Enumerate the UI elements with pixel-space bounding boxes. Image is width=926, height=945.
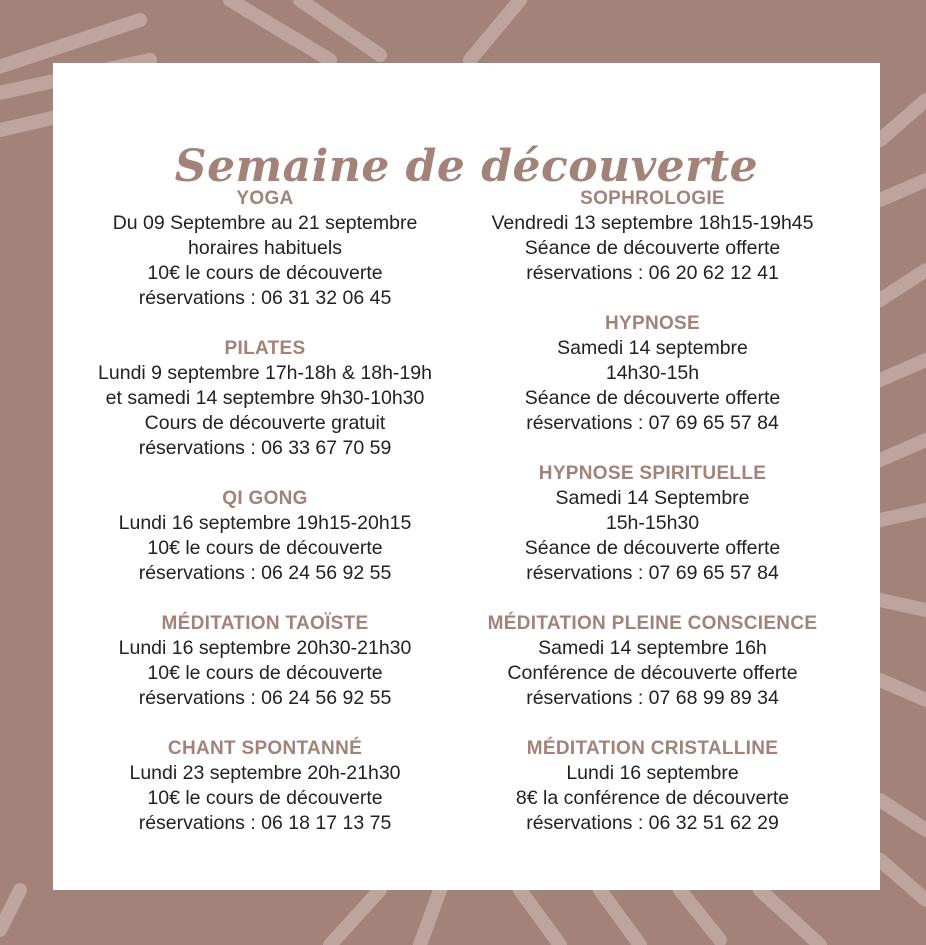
section-title: CHANT SPONTANNÉ [167, 738, 363, 759]
content-card [53, 63, 880, 890]
section-line: réservations : 06 24 56 92 55 [138, 687, 392, 709]
section-line: Lundi 9 septembre 17h-18h & 18h-19h [98, 362, 432, 384]
section-sophrologie [464, 186, 841, 286]
section-hypnose-spirituelle [464, 461, 841, 586]
section-line: Cours de découverte gratuit [144, 412, 386, 434]
section-line: Samedi 14 Septembre [555, 487, 750, 509]
section-line: Séance de découverte offerte [524, 237, 781, 259]
right-column [464, 186, 841, 861]
section-line: Samedi 14 septembre 16h [538, 637, 767, 659]
section-title: HYPNOSE SPIRITUELLE [538, 463, 767, 484]
section-line: réservations : 07 69 65 57 84 [526, 412, 779, 434]
section-line: horaires habituels [188, 237, 342, 259]
section-line: 10€ le cours de découverte [147, 262, 383, 284]
section-line: réservations : 07 68 99 89 34 [526, 687, 779, 709]
section-title: PILATES [224, 338, 306, 359]
section-hypnose [464, 311, 841, 436]
section-line: 10€ le cours de découverte [147, 537, 383, 559]
section-qi-gong [75, 486, 455, 586]
section-line: Conférence de découverte offerte [507, 662, 798, 684]
section-yoga [75, 186, 455, 311]
page-title: Semaine de découverte [174, 141, 759, 192]
section-title: HYPNOSE [604, 313, 700, 334]
section-line: 10€ le cours de découverte [147, 787, 383, 809]
section-line: et samedi 14 septembre 9h30-10h30 [105, 387, 425, 409]
section-line: Du 09 Septembre au 21 septembre [112, 212, 418, 234]
section-line: Lundi 23 septembre 20h-21h30 [129, 762, 401, 784]
section-line: 8€ la conférence de découverte [515, 787, 790, 809]
section-meditation-cristalline [464, 736, 841, 836]
section-pilates [75, 336, 455, 461]
section-title: MÉDITATION CRISTALLINE [526, 738, 779, 759]
section-line: réservations : 06 33 67 70 59 [138, 437, 392, 459]
section-line: Séance de découverte offerte [524, 387, 781, 409]
section-line: 14h30-15h [605, 362, 700, 384]
section-line: Lundi 16 septembre 20h30-21h30 [118, 637, 412, 659]
section-line: réservations : 07 69 65 57 84 [526, 562, 779, 584]
left-column [75, 186, 455, 861]
section-line: Vendredi 13 septembre 18h15-19h45 [491, 212, 814, 234]
section-line: réservations : 06 20 62 12 41 [526, 262, 779, 284]
section-line: Lundi 16 septembre 19h15-20h15 [118, 512, 412, 534]
section-title: QI GONG [222, 488, 308, 509]
section-line: Séance de découverte offerte [524, 537, 781, 559]
section-title: YOGA [236, 188, 294, 209]
section-chant-spontanne [75, 736, 455, 836]
section-line: réservations : 06 31 32 06 45 [138, 287, 392, 309]
section-line: 15h-15h30 [605, 512, 700, 534]
section-line: Lundi 16 septembre [566, 762, 739, 784]
section-title: SOPHROLOGIE [580, 188, 725, 209]
section-title: MÉDITATION PLEINE CONSCIENCE [487, 613, 818, 634]
section-line: réservations : 06 24 56 92 55 [138, 562, 392, 584]
section-line: réservations : 06 32 51 62 29 [526, 812, 779, 834]
section-line: réservations : 06 18 17 13 75 [138, 812, 392, 834]
section-title: MÉDITATION TAOÏSTE [161, 613, 369, 634]
section-meditation-taoiste [75, 611, 455, 711]
section-meditation-pleine-conscience [464, 611, 841, 711]
section-line: 10€ le cours de découverte [147, 662, 383, 684]
section-line: Samedi 14 septembre [557, 337, 748, 359]
